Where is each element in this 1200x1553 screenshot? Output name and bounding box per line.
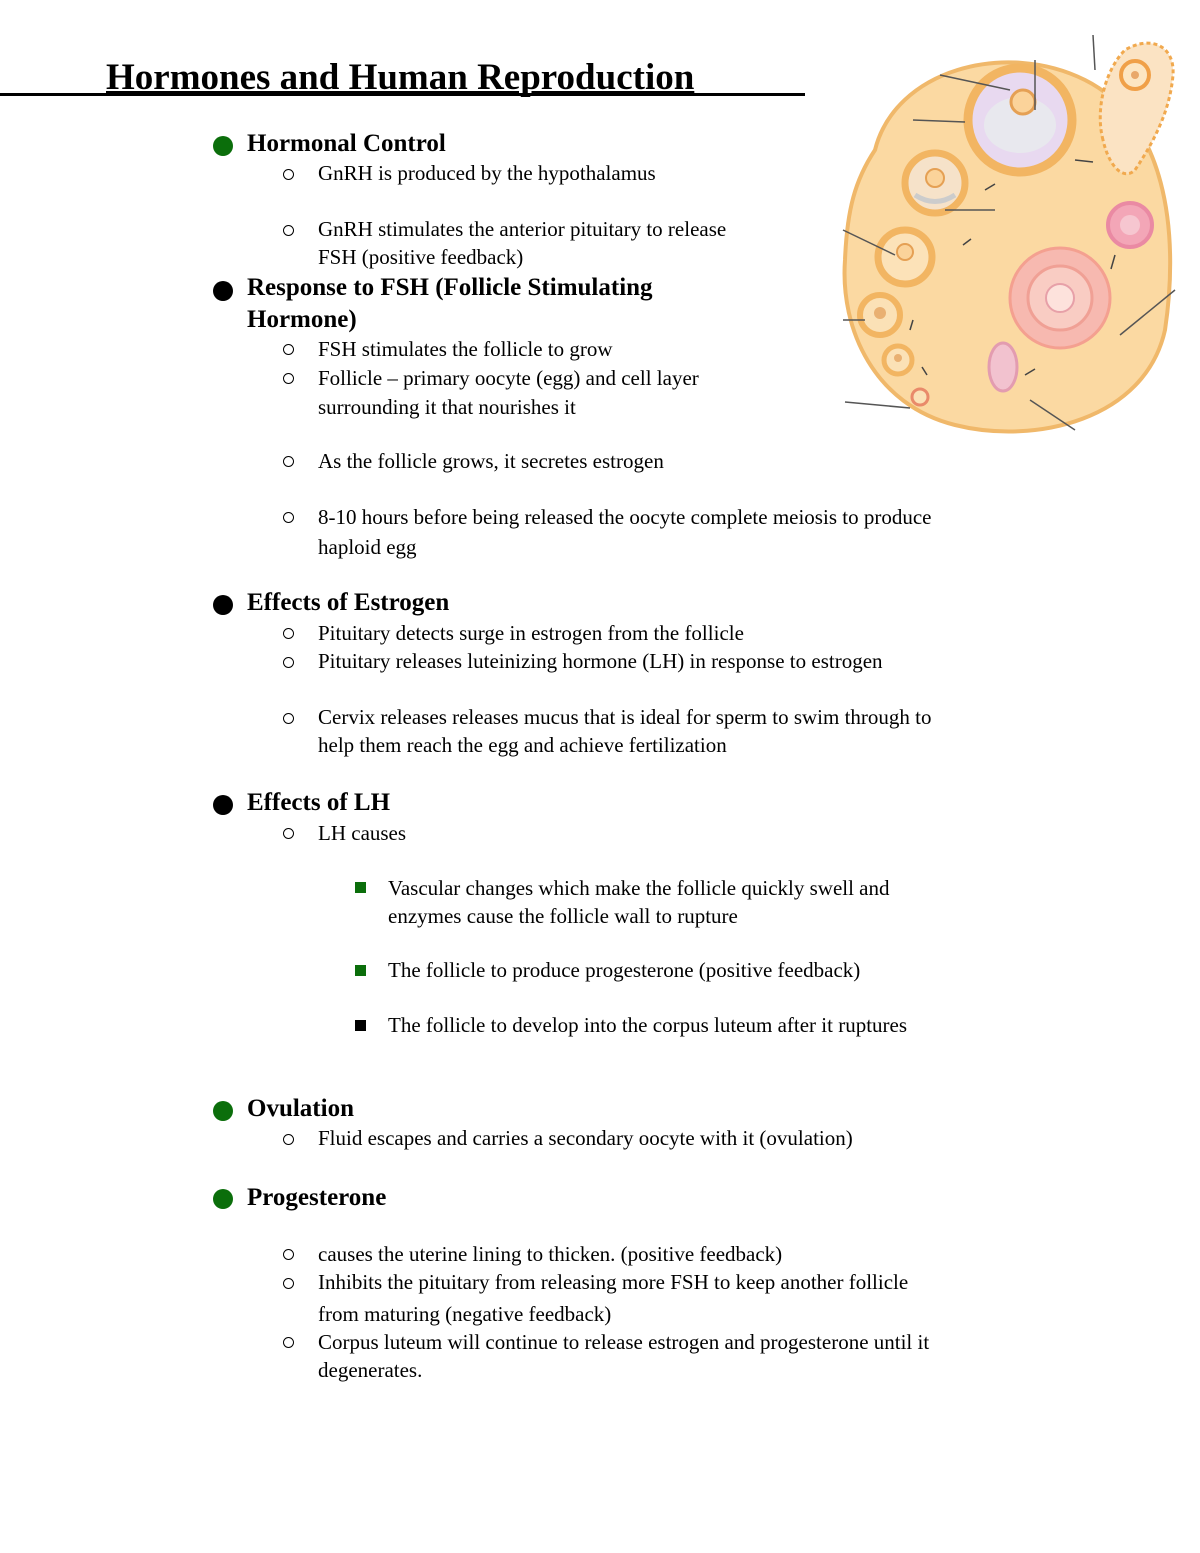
sub-bullet-square [355, 965, 366, 976]
list-item-continued: from maturing (negative feedback) [318, 1302, 612, 1326]
section-bullet [213, 1189, 233, 1209]
list-item: Corpus luteum will continue to release estrogen and progesterone until it [318, 1330, 930, 1354]
section-heading-response-to-fsh: Response to FSH (Follicle Stimulating [247, 274, 653, 301]
list-bullet-circle [283, 373, 294, 384]
list-item: 8-10 hours before being released the oocyte complete meiosis to produce [318, 505, 932, 529]
list-item: GnRH stimulates the anterior pituitary to release [318, 217, 727, 241]
list-item-continued: help them reach the egg and achieve fertilization [318, 733, 727, 757]
list-bullet-circle [283, 512, 294, 523]
section-heading-hormonal-control: Hormonal Control [247, 130, 446, 157]
list-bullet-circle [283, 456, 294, 467]
list-item: As the follicle grows, it secretes estrogen [318, 449, 664, 473]
section-bullet [213, 281, 233, 301]
list-item: FSH stimulates the follicle to grow [318, 337, 613, 361]
list-bullet-circle [283, 344, 294, 355]
section-heading-progesterone: Progesterone [247, 1184, 387, 1211]
list-bullet-circle [283, 1278, 294, 1289]
list-bullet-circle [283, 225, 294, 236]
sub-bullet-square [355, 1020, 366, 1031]
list-item-continued: degenerates. [318, 1358, 423, 1382]
list-item: Inhibits the pituitary from releasing more FSH to keep another follicle [318, 1270, 909, 1294]
list-bullet-circle [283, 713, 294, 724]
list-item: Pituitary releases luteinizing hormone (LH) in response to estrogen [318, 649, 883, 673]
list-bullet-circle [283, 657, 294, 668]
list-bullet-circle [283, 1249, 294, 1260]
section-bullet [213, 595, 233, 615]
sub-list-item: The follicle to develop into the corpus luteum after it ruptures [388, 1013, 908, 1037]
list-bullet-circle [283, 1337, 294, 1348]
sub-list-item-continued: enzymes cause the follicle wall to rupture [388, 904, 738, 928]
sub-list-item: Vascular changes which make the follicle quickly swell and [388, 876, 890, 900]
list-item: causes the uterine lining to thicken. (positive feedback) [318, 1242, 783, 1266]
ovary-cycle-diagram [835, 30, 1200, 440]
section-bullet [213, 136, 233, 156]
sub-list-item: The follicle to produce progesterone (positive feedback) [388, 958, 861, 982]
list-item: Cervix releases releases mucus that is ideal for sperm to swim through to [318, 705, 932, 729]
list-item: Fluid escapes and carries a secondary oocyte with it (ovulation) [318, 1126, 853, 1150]
list-item: GnRH is produced by the hypothalamus [318, 161, 656, 185]
section-bullet [213, 1101, 233, 1121]
list-item-continued: haploid egg [318, 535, 417, 559]
sub-bullet-square [355, 882, 366, 893]
list-item: LH causes [318, 821, 407, 845]
list-bullet-circle [283, 628, 294, 639]
list-bullet-circle [283, 828, 294, 839]
section-heading-continued: Hormone) [247, 306, 357, 333]
list-item: Follicle – primary oocyte (egg) and cell layer [318, 366, 699, 390]
list-item-continued: surrounding it that nourishes it [318, 395, 576, 419]
list-bullet-circle [283, 169, 294, 180]
section-heading-effects-of-estrogen: Effects of Estrogen [247, 589, 450, 616]
page-title: Hormones and Human Reproduction [106, 57, 695, 98]
list-item: Pituitary detects surge in estrogen from the follicle [318, 621, 744, 645]
section-heading-ovulation: Ovulation [247, 1095, 354, 1122]
list-item-continued: FSH (positive feedback) [318, 245, 524, 269]
section-bullet [213, 795, 233, 815]
section-heading-effects-of-lh: Effects of LH [247, 789, 391, 816]
list-bullet-circle [283, 1134, 294, 1145]
